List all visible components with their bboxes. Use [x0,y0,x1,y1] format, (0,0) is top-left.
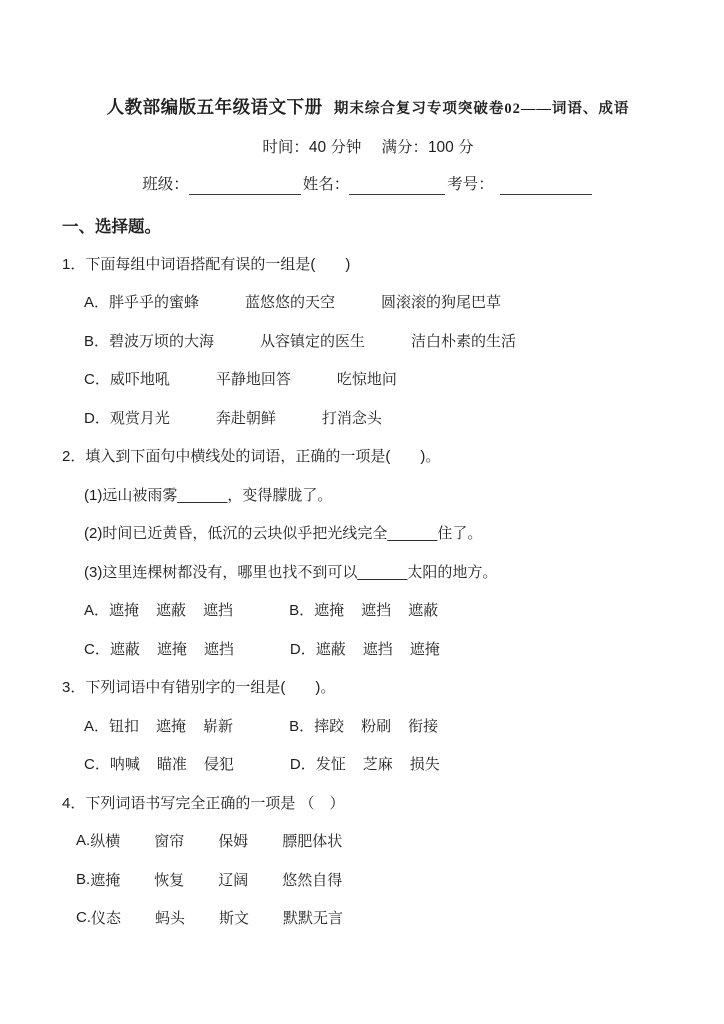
question-4-option-c [76,899,674,938]
option-word: 恢复 [154,871,185,889]
option-word: 碧波万顷的大海 [109,332,215,350]
option-word: 威吓地吼 [109,371,170,389]
name-blank [349,179,445,195]
option-word: 膘肥体状 [282,833,343,851]
exam-full-score: 满分：100 分 [381,139,474,156]
option-word: 蚂头 [155,910,186,928]
option-word: 吃惊地问 [336,371,397,389]
option-word: 遮蔽 [408,602,439,620]
option-word: 遮掩 [109,602,140,620]
exam-meta [62,138,674,158]
option-word: 保姆 [218,833,249,851]
option-label: A． [84,602,110,620]
page-title [62,96,674,120]
option-label: A. [76,832,91,850]
option-word: 胖乎乎的蜜蜂 [109,294,200,312]
option-word: 奔赴朝鲜 [215,409,276,427]
question-4-stem: 4．下列词语书写完全正确的一项是 （ ） [62,794,345,812]
option-b [289,599,438,620]
question-3-stem: 3．下列词语中有错别字的一组是( )。 [62,679,336,697]
option-word: 侵犯 [203,756,234,774]
option-label: C． [84,756,110,774]
option-word: 瞄准 [156,756,187,774]
option-a [84,715,233,736]
option-word: 遮挡 [203,640,234,658]
option-a [84,599,233,620]
option-word: 窗帘 [154,833,185,851]
option-word: 遮挡 [203,602,234,620]
question-2-stem: 2．填入到下面句中横线处的词语，正确的一项是( )。 [62,448,441,466]
question-2-sentence-2: (2)时间已近黄昏，低沉的云块似乎把光线完全______住了。 [84,525,483,543]
option-word: 仪态 [91,910,122,928]
option-word: 损失 [409,756,440,774]
question-3-options-ab [84,706,674,745]
option-word: 摔跤 [314,717,345,735]
question-4-option-a [76,822,674,861]
question-3-options-cd [84,745,674,784]
option-label: C． [84,371,110,389]
option-word: 遮蔽 [315,640,346,658]
option-label: B. [76,870,91,888]
option-word: 遮掩 [90,871,121,889]
option-word: 从容镇定的医生 [260,332,366,350]
option-word: 洁白朴素的生活 [411,332,517,350]
option-word: 纵横 [90,833,121,851]
option-d [290,753,440,774]
option-label: B． [289,717,315,735]
question-1-option-b [84,321,674,360]
exam-title-subtitle: 期末综合复习专项突破卷02——词语、成语 [333,101,630,117]
question-4-option-b [76,860,674,899]
option-word: 平静地回答 [215,371,291,389]
option-label: A． [84,294,110,312]
option-word: 衔接 [408,717,439,735]
option-word: 蓝悠悠的天空 [245,294,336,312]
option-word: 观赏月光 [109,409,170,427]
option-word: 遮挡 [361,602,392,620]
option-label: C. [76,909,91,927]
class-label: 班级： [142,176,189,193]
question-2-sentence-1: (1)远山被雨雾______，变得朦胧了。 [84,486,333,504]
option-label: B． [84,332,110,350]
option-b [289,715,438,736]
option-word: 崭新 [203,717,234,735]
option-label: D． [84,409,110,427]
option-word: 遮掩 [314,602,345,620]
question-1-option-a [84,283,674,322]
option-word: 打消念头 [321,409,382,427]
option-word: 辽阔 [218,871,249,889]
option-label: D． [289,756,316,774]
student-info-line [62,175,674,195]
option-word: 遮掩 [156,717,187,735]
exam-time: 时间：40 分钟 [262,139,362,156]
question-2-options-ab [84,591,674,630]
option-word: 芝麻 [362,756,393,774]
option-d [290,638,440,659]
option-label: D． [289,640,316,658]
question-2-options-cd [84,629,674,668]
exam-title-main: 人教部编版五年级语文下册 [106,97,323,117]
option-word: 斯文 [219,910,250,928]
question-2-sentence-3: (3)这里连棵树都没有，哪里也找不到可以______太阳的地方。 [84,563,498,581]
option-c [84,638,234,659]
name-label: 姓名： [302,176,350,193]
option-word: 悠然自得 [282,871,343,889]
option-word: 钮扣 [109,717,140,735]
option-word: 遮蔽 [109,640,140,658]
question-1-option-d [84,398,674,437]
option-word: 圆滚滚的狗尾巴草 [381,294,502,312]
option-label: C． [84,640,110,658]
option-label: A． [84,717,110,735]
option-word: 粉刷 [361,717,392,735]
option-word: 默默无言 [283,910,344,928]
option-word: 遮挡 [362,640,393,658]
section-heading: 一、选择题。 [62,218,161,236]
option-word: 遮蔽 [156,602,187,620]
class-blank [189,179,301,195]
option-word: 呐喊 [109,756,140,774]
question-1-option-c [84,360,674,399]
question-1-stem: 1．下面每组中词语搭配有误的一组是( ) [62,255,351,273]
option-word: 遮掩 [409,640,440,658]
option-word: 发怔 [315,756,346,774]
exam-no-blank [500,179,592,195]
exam-no-label: 考号： [447,176,494,193]
option-c [84,753,234,774]
option-word: 遮掩 [156,640,187,658]
option-label: B． [289,602,315,620]
